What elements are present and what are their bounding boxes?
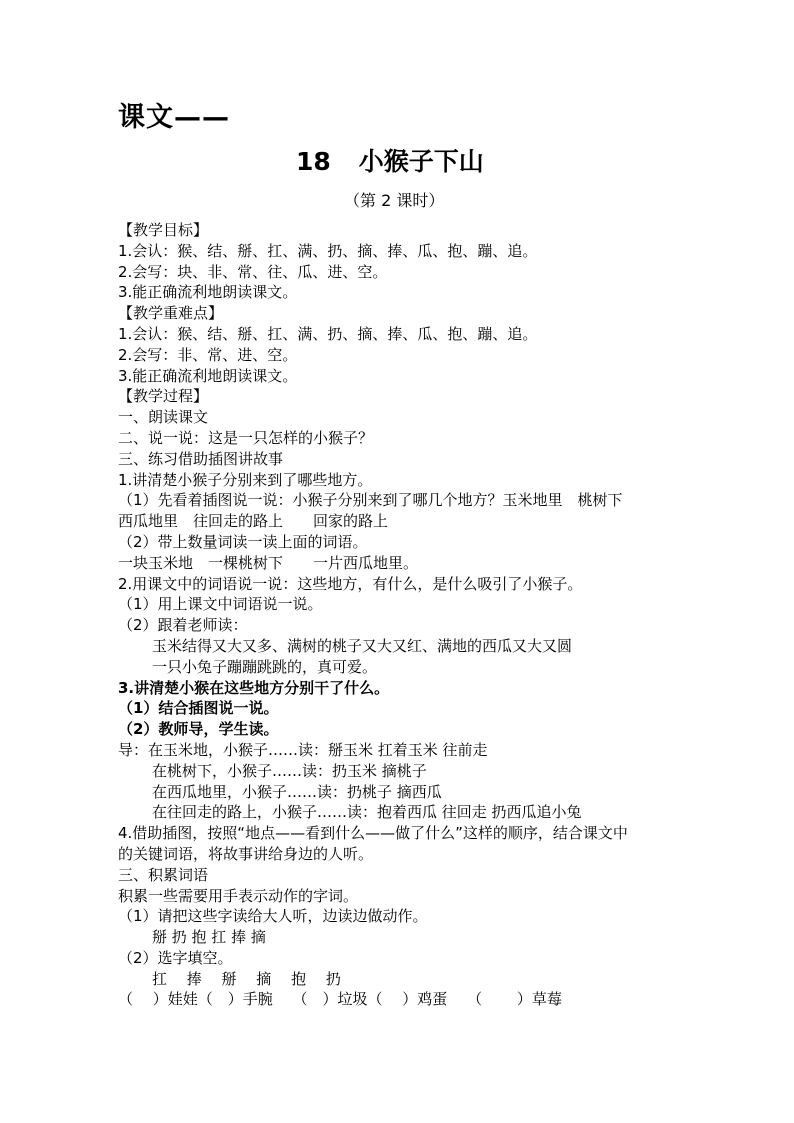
text-line: 3.能正确流利地朗读课文。 (118, 366, 298, 385)
session-label: （第 2 课时） (344, 191, 445, 210)
text-line: 1.会认：猴、结、掰、扛、满、扔、摘、捧、瓜、抱、蹦、追。 (118, 324, 538, 343)
text-line: （2）跟着老师读： (118, 616, 248, 635)
text-line: 一、朗读课文 (118, 408, 209, 427)
text-line: 掰 扔 抱 扛 捧 摘 (152, 928, 266, 947)
text-line: 2.用课文中的词语说一说：这些地方，有什么，是什么吸引了小猴子。 (118, 574, 583, 593)
text-line: 在西瓜地里，小猴子……读：扔桃子 摘西瓜 (152, 782, 442, 801)
text-line: 【教学过程】 (118, 387, 209, 406)
text-line: 4.借助插图，按照“地点——看到什么——做了什么”这样的顺序，结合课文中 (118, 824, 628, 843)
text-line: 三、积累词语 (118, 865, 209, 884)
text-line: 一只小兔子蹦蹦跳跳的，真可爱。 (152, 657, 378, 676)
text-line: （2）带上数量词读一读上面的词语。 (118, 532, 368, 551)
text-line: 3.能正确流利地朗读课文。 (118, 283, 298, 302)
text-line: 2.会写：非、常、进、空。 (118, 345, 298, 364)
text-line: 二、说一说：这是一只怎样的小猴子？ (118, 428, 374, 447)
text-line: （1）用上课文中词语说一说。 (118, 595, 323, 614)
text-line: （1）先看着插图说一说：小猴子分别来到了哪几个地方？玉米地里 桃树下 (118, 491, 623, 510)
section-heading: 课文—— (118, 102, 230, 133)
text-line: 在桃树下，小猴子……读：扔玉米 摘桃子 (152, 761, 427, 780)
text-line: 的关键词语，将故事讲给身边的人听。 (118, 844, 374, 863)
text-line: 积累一些需要用手表示动作的字词。 (118, 886, 359, 905)
lesson-number: 18 (296, 147, 331, 176)
text-line: （ ）娃娃（ ）手腕 （ ）垃圾（ ）鸡蛋 （ ）草莓 (118, 990, 562, 1009)
text-line: 1.讲清楚小猴子分别来到了哪些地方。 (118, 470, 373, 489)
lesson-body (118, 220, 678, 1010)
text-line: 西瓜地里 往回走的路上 回家的路上 (118, 512, 389, 531)
lesson-title (118, 142, 678, 182)
text-line: 【教学重难点】 (118, 304, 224, 323)
text-line: 玉米结得又大又多、满树的桃子又大又红、满地的西瓜又大又圆 (152, 636, 573, 655)
text-line: （2）选字填空。 (118, 948, 233, 967)
text-line: 导：在玉米地，小猴子……读：掰玉米 扛着玉米 往前走 (118, 740, 488, 759)
text-line: 三、练习借助插图讲故事 (118, 449, 284, 468)
text-line: 1.会认：猴、结、掰、扛、满、扔、摘、捧、瓜、抱、蹦、追。 (118, 241, 538, 260)
text-line: 3.讲清楚小猴在这些地方分别干了什么。 (118, 678, 390, 697)
document-content (118, 96, 678, 1010)
text-line: 扛 捧 掰 摘 抱 扔 (152, 969, 341, 988)
text-line: （2）教师导，学生读。 (118, 720, 279, 739)
text-line: 一块玉米地 一棵桃树下 一片西瓜地里。 (118, 553, 419, 572)
text-line: （1）请把这些字读给大人听，边读边做动作。 (118, 907, 428, 926)
text-line: 【教学目标】 (118, 221, 209, 239)
text-line: 2.会写：块、非、常、往、瓜、进、空。 (118, 262, 388, 281)
text-line: 在往回走的路上，小猴子……读：抱着西瓜 往回走 扔西瓜追小兔 (152, 803, 582, 822)
text-line: （1）结合插图说一说。 (118, 699, 279, 718)
lesson-title-text: 小猴子下山 (358, 147, 484, 176)
